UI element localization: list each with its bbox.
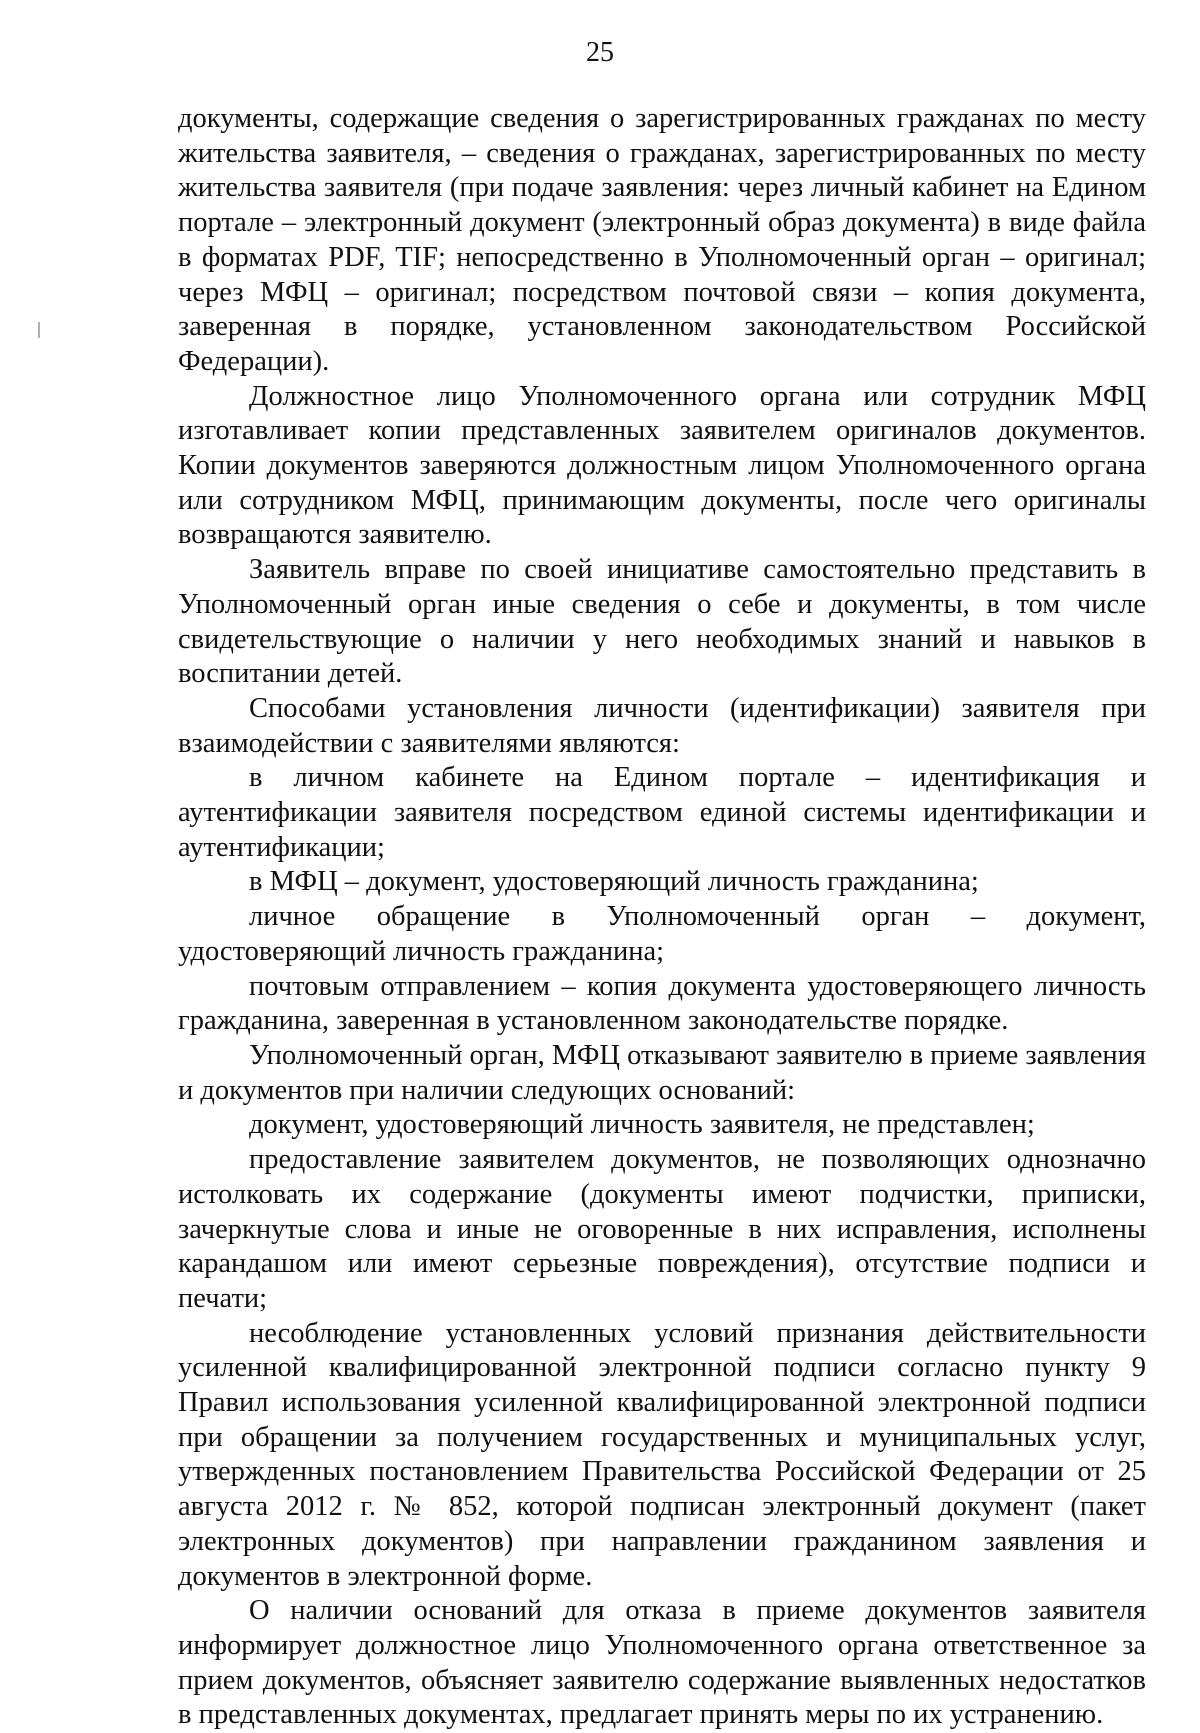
paragraph-identification-mfc: в МФЦ – документ, удостоверяющий личность гражданина; [249,866,979,898]
paragraph-applicant-additional-info: Заявитель вправе по своей инициативе самостоятельно представить в Уполномоченный орган иные сведения о себе и документы, в том числе свидетельствующие о наличии у него необходимых знаний и навыков в воспитании детей. [178,554,1146,690]
document-body [178,102,1146,1733]
paragraph-copies-certification: Должностное лицо Уполномоченного органа или сотрудник МФЦ изготавливает копии представленных заявителем оригиналов документов. Копии документов заверяются должностным лицом Уполномоченного органа или сотрудником МФЦ, принимающим документы, после чего оригиналы возвращаются заявителю. [178,380,1146,551]
scan-margin-mark [38,322,40,338]
paragraph-identification-portal: в личном кабинете на Едином портале – идентификация и аутентификации заявителя посредством единой системы идентификации и аутентификации; [178,762,1146,863]
paragraph-refusal-notification: О наличии оснований для отказа в приеме документов заявителя информирует должностное лицо Уполномоченного органа ответственное за прием документов, объясняет заявителю содержание выявленных недостатков в представленных документах, предлагает принять меры по их устранению. [178,1595,1146,1731]
page-number: 25 [586,37,614,68]
paragraph-identification-post: почтовым отправлением – копия документа удостоверяющего личность гражданина, заверенная в установленном законодательстве порядке. [178,970,1146,1037]
paragraph-identification-methods: Способами установления личности (идентификации) заявителя при взаимодействии с заявителями являются: [178,692,1146,759]
paragraph-refusal-signature: несоблюдение установленных условий признания действительности усиленной квалифицированной электронной подписи согласно пункту 9 Правил использования усиленной квалифицированной электронной подписи при обращении за получением государственных и муниципальных услуг, утвержденных постановлением Правительства Российской Федерации от 25 августа 2012 г. № 852, которой подписан электронный документ (пакет электронных документов) при направлении гражданином заявления и документов в электронной форме. [178,1317,1146,1592]
paragraph-documents-registered-citizens: документы, содержащие сведения о зарегистрированных гражданах по месту жительства заявителя, – сведения о гражданах, зарегистрированных по месту жительства заявителя (при подаче заявления: через личный кабинет на Едином портале – электронный документ (электронный образ документа) в виде файла в форматах PDF, TIF; непосредственно в Уполномоченный орган – оригинал; через МФЦ – оригинал; посредством почтовой связи – копия документа, заверенная в порядке, установленном законодательством Российской Федерации). [178,103,1146,377]
paragraph-identification-personal: личное обращение в Уполномоченный орган – документ, удостоверяющий личность гражданина; [178,901,1146,967]
paragraph-refusal-grounds: Уполномоченный орган, МФЦ отказывают заявителю в приеме заявления и документов при наличии следующих оснований: [178,1039,1146,1106]
paragraph-refusal-no-id: документ, удостоверяющий личность заявителя, не представлен; [249,1109,1035,1141]
paragraph-refusal-unclear-documents: предоставление заявителем документов, не позволяющих однозначно истолковать их содержание (документы имеют подчистки, приписки, зачеркнутые слова и иные не оговоренные в них исправления, исполнены карандашом или имеют серьезные повреждения), отсутствие подписи и печати; [178,1144,1146,1314]
